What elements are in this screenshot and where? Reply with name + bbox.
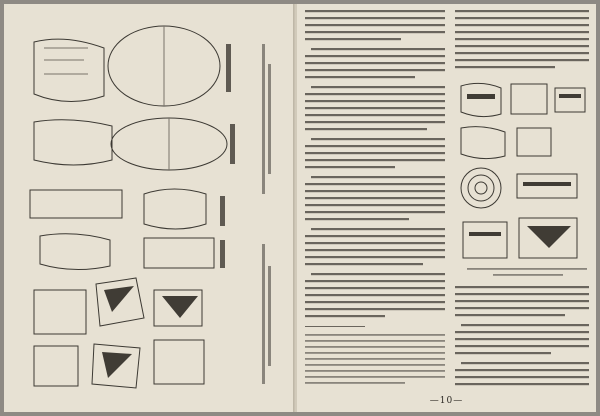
right-page [297,4,596,412]
plate-caption-rotated [262,44,271,384]
body-text-column-1 [305,10,445,327]
body-text-column-2 [455,10,589,68]
left-page-artwork [4,4,295,412]
plate-5-fragments [461,83,585,258]
right-page-artwork [297,4,596,412]
plate-4-cross-sections [220,44,235,268]
plate-4-vessel-profiles [30,26,227,270]
plate-5-ornament [467,94,581,248]
body-text-column-2-lower [455,286,589,385]
plate-5-caption [467,268,587,276]
plate-3-ornament [102,286,198,378]
left-page [4,4,296,412]
footnotes [305,334,445,384]
page-number: —10— [429,396,464,406]
